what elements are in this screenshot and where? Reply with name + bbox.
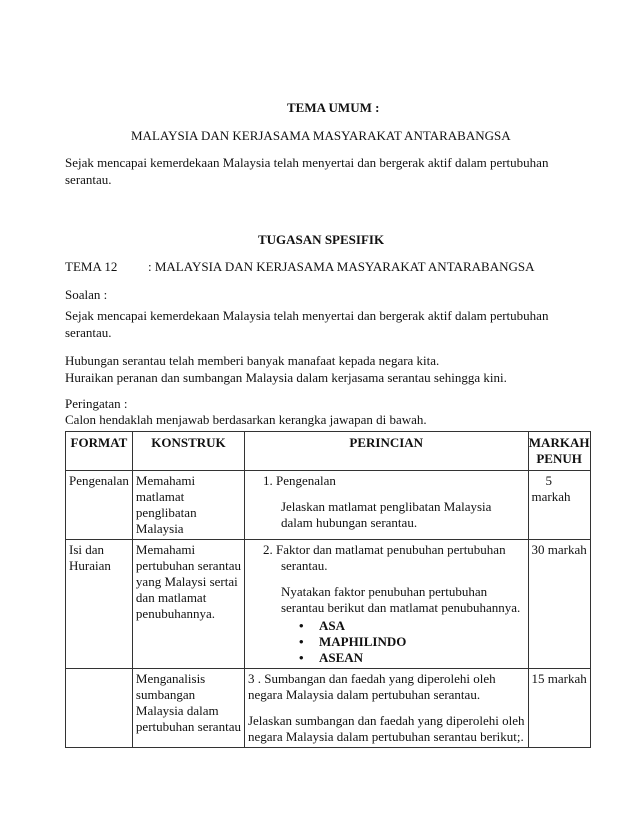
row3-konstruk-line: sumbangan bbox=[135, 687, 196, 702]
row3-konstruk-line: Malaysia dalam bbox=[135, 703, 219, 718]
row3-konstruk bbox=[132, 669, 244, 748]
answer-framework-table bbox=[65, 431, 591, 748]
row3-markah: 15 markah bbox=[528, 669, 590, 748]
row1-perincian-title: 1. Pengenalan bbox=[262, 473, 336, 488]
header-format: FORMAT bbox=[66, 432, 133, 471]
row2-perincian-title: 2. Faktor dan matlamat penubuhan pertubuhan bbox=[262, 542, 506, 557]
row3-perincian-line: Jelaskan sumbangan dan faedah yang diperolehi oleh bbox=[247, 713, 525, 728]
row2-konstruk-line: pertubuhan serantau bbox=[135, 558, 241, 573]
table-row bbox=[66, 669, 591, 748]
row3-konstruk-line: pertubuhan serantau bbox=[135, 719, 241, 734]
hubungan-line-2: Huraikan peranan dan sumbangan Malaysia dalam kerjasama serantau sehingga kini. bbox=[65, 370, 507, 385]
pertubuhan-list bbox=[263, 618, 525, 666]
row1-konstruk bbox=[132, 471, 244, 540]
intro-line-1: Sejak mencapai kemerdekaan Malaysia telah menyertai dan bergerak aktif dalam pertubuhan bbox=[65, 155, 549, 170]
table-row bbox=[66, 540, 591, 669]
row2-konstruk-line: penubuhannya. bbox=[135, 606, 215, 621]
row3-konstruk-line: Menganalisis bbox=[135, 671, 206, 686]
row1-markah bbox=[528, 471, 590, 540]
calon-instruction: Calon hendaklah menjawab berdasarkan kerangka jawapan di bawah. bbox=[65, 412, 427, 427]
row2-konstruk bbox=[132, 540, 244, 669]
row1-markah-unit: markah bbox=[531, 489, 571, 504]
row3-perincian-line: negara Malaysia dalam pertubuhan serantau berikut;. bbox=[247, 729, 524, 744]
row2-perincian-line: serantau berikut dan matlamat penubuhannya. bbox=[280, 600, 521, 615]
row3-perincian bbox=[244, 669, 528, 748]
row2-konstruk-line: dan matlamat bbox=[135, 590, 207, 605]
row1-konstruk-line: Memahami bbox=[135, 473, 196, 488]
row2-perincian-title: serantau. bbox=[280, 558, 328, 573]
row1-format: Pengenalan bbox=[66, 471, 133, 540]
row2-format-line: Isi dan bbox=[69, 542, 105, 557]
row1-konstruk-line: matlamat bbox=[135, 489, 185, 504]
peringatan-label: Peringatan : bbox=[65, 396, 128, 411]
list-item: • MAPHILINDO bbox=[319, 634, 525, 650]
row1-perincian-line: dalam hubungan serantau. bbox=[280, 515, 418, 530]
question-line-2: serantau. bbox=[65, 325, 112, 340]
tema-label: TEMA 12 bbox=[65, 259, 118, 274]
page-subtitle: MALAYSIA DAN KERJASAMA MASYARAKAT ANTARABANGSA bbox=[131, 128, 511, 143]
list-item: • ASEAN bbox=[319, 650, 525, 666]
row2-konstruk-line: yang Malaysi sertai bbox=[135, 574, 238, 589]
tema-value: : MALAYSIA DAN KERJASAMA MASYARAKAT ANTARABANGSA bbox=[148, 259, 535, 274]
row2-format bbox=[66, 540, 133, 669]
intro-line-2: serantau. bbox=[65, 172, 112, 187]
row2-format-line: Huraian bbox=[69, 558, 111, 573]
row3-perincian-title: negara Malaysia dalam pertubuhan serantau. bbox=[247, 687, 481, 702]
header-markah-line-1: MARKAH bbox=[528, 435, 590, 450]
page-title: TEMA UMUM : bbox=[287, 100, 380, 115]
row1-konstruk-line: penglibatan bbox=[135, 505, 197, 520]
row1-markah-value: 5 bbox=[545, 473, 552, 488]
row3-format bbox=[66, 669, 133, 748]
row1-perincian bbox=[244, 471, 528, 540]
row2-perincian bbox=[244, 540, 528, 669]
table-row bbox=[66, 471, 591, 540]
header-konstruk: KONSTRUK bbox=[132, 432, 244, 471]
row1-konstruk-line: Malaysia bbox=[135, 521, 184, 536]
row2-konstruk-line: Memahami bbox=[135, 542, 196, 557]
header-markah bbox=[528, 432, 590, 471]
row2-markah: 30 markah bbox=[528, 540, 590, 669]
row3-perincian-title: 3 . Sumbangan dan faedah yang diperolehi oleh bbox=[247, 671, 496, 686]
header-perincian: PERINCIAN bbox=[244, 432, 528, 471]
hubungan-line-1: Hubungan serantau telah memberi banyak manafaat kepada negara kita. bbox=[65, 353, 440, 368]
soalan-label: Soalan : bbox=[65, 287, 108, 302]
row1-perincian-line: Jelaskan matlamat penglibatan Malaysia bbox=[280, 499, 492, 514]
question-line-1: Sejak mencapai kemerdekaan Malaysia telah menyertai dan bergerak aktif dalam pertubuhan bbox=[65, 308, 549, 323]
task-heading: TUGASAN SPESIFIK bbox=[258, 232, 385, 247]
row2-perincian-line: Nyatakan faktor penubuhan pertubuhan bbox=[280, 584, 488, 599]
header-markah-line-2: PENUH bbox=[536, 451, 582, 466]
table-header-row bbox=[66, 432, 591, 471]
list-item: • ASA bbox=[319, 618, 525, 634]
